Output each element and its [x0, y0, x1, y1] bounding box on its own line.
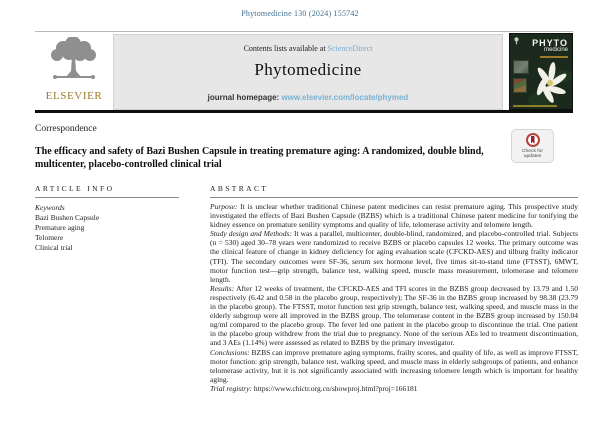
- keyword-item: Bazi Bushen Capsule: [35, 213, 100, 222]
- paragraph-text: BZBS can improve premature aging symptoms, frailty scores, and quality of life, as well as improve FTSST, motor function: grip strength, balance test, walking speed, and muscle mass in elderly subgroups of patients, and enhance telomerase activity, but it is not significantly associated with increasing telomere length which is important for healthy aging.: [210, 347, 578, 384]
- contents-prefix: Contents lists available at: [243, 44, 328, 53]
- paragraph-lead: Conclusions:: [210, 347, 250, 357]
- elsevier-tree-icon: [45, 72, 103, 89]
- article-title: The efficacy and safety of Bazi Bushen Capsule in treating premature aging: A randomized, double blind, multicenter, placebo-controlled clinical trial: [35, 146, 484, 170]
- cover-flower-icon: [526, 56, 573, 110]
- paragraph-lead: Results:: [210, 283, 235, 293]
- homepage-line: [114, 93, 502, 102]
- cover-title: PHYTO: [532, 38, 568, 48]
- journal-name: Phytomedicine: [254, 60, 362, 79]
- keyword-item: Telomere: [35, 233, 64, 242]
- cover-inset-image: [513, 78, 527, 93]
- masthead-divider: [35, 110, 573, 113]
- paragraph-lead: Purpose:: [210, 202, 238, 211]
- contents-line: [114, 44, 502, 53]
- sciencedirect-link[interactable]: ScienceDirect: [327, 44, 373, 53]
- crossmark-icon: [526, 133, 540, 147]
- paragraph-lead: Trial registry:: [210, 383, 253, 393]
- check-updates-label: Check for updates: [521, 147, 544, 159]
- elsevier-logo: [37, 37, 111, 109]
- trial-registry-url: https://www.chictr.org.cn/showproj.html?proj=166181: [252, 383, 418, 393]
- abstract-paragraph-methods: [210, 229, 578, 284]
- masthead-band: [113, 34, 503, 110]
- abstract-paragraph-conclusions: [210, 348, 578, 384]
- cover-elsevier-mark-icon: [513, 37, 520, 46]
- homepage-label: journal homepage:: [207, 93, 282, 102]
- abstract-heading: ABSTRACT: [210, 184, 269, 193]
- article-info-heading: ARTICLE INFO: [35, 184, 115, 193]
- paragraph-lead: Study design and Methods:: [210, 229, 292, 239]
- keyword-item: Clinical trial: [35, 243, 73, 252]
- keywords-label: Keywords: [35, 203, 65, 212]
- journal-citation: Phytomedicine 130 (2024) 155742: [241, 9, 359, 18]
- cover-footer-text: [513, 105, 557, 107]
- keywords-block: [35, 203, 185, 253]
- paragraph-text: After 12 weeks of treatment, the CFCKD-AES and TFI scores in the BZBS group decreased by 13.79 and 1.50 respectively (6.42 and 0.58 in the placebo group, respectively); The SF-36 in the BZBS group increased by 98.38 (23.79 in the placebo group). The FTSST, motor function test grip strength, balance test, walking speed, and muscle mass in the elderly subgroup were all improved in the BZBS group. The telomerase content in the BZBS group increased by 150.04 ng/ml compared to the placebo group. The fever led one patient in the placebo group to discontinue the trial. One patient in the placebo group withdrew from the trial due to pregnancy. None of the serious AEs led to treatment discontinuation, and 3 AEs (1.14%) were assessed as related to BZBS by the primary investigator.: [210, 283, 578, 348]
- paragraph-text: It is unclear whether traditional Chinese patent medicines can resist premature aging. This prospective study investigated the effects of Bazi Bushen Capsule (BZBS) which is a traditional Chinese patent medicine for tonifying the kidney essence on premature senility symptoms and quality of life, telomerase activity and telomere length.: [210, 202, 578, 230]
- homepage-link[interactable]: www.elsevier.com/locate/phymed: [281, 93, 409, 102]
- article-info-rule: [35, 197, 179, 198]
- keyword-item: Premature aging: [35, 223, 85, 232]
- abstract-body: [210, 202, 578, 393]
- cover-subtitle: medicine: [543, 47, 568, 53]
- paragraph-text: It was a parallel, multicenter, double-blind, randomized, and placebo-controlled trial. Subjects (n = 530) aged 30–78 years were randomized to receive BZBS or placebo capsules 12 weeks. The primary outcome was the clinical feature of change in kidney deficiency for aging evaluation scale (CFCKD-AES) and tilburg frailty indicator (TFI). The secondary outcomes were SF-36, serum sex hormone level, five times sit-to-stand time (FTSST), 6MWT, motor function test—grip strength, balance test, walking speed, muscle mass measurement, telomerase and telomere length.: [210, 229, 578, 284]
- abstract-paragraph-results: [210, 284, 578, 348]
- elsevier-wordmark: ELSEVIER: [45, 90, 103, 102]
- abstract-rule: [210, 197, 578, 198]
- abstract-paragraph-purpose: [210, 202, 578, 229]
- article-type-label: Correspondence: [35, 124, 97, 134]
- check-for-updates-badge[interactable]: [511, 129, 554, 163]
- journal-cover-thumbnail: [509, 33, 573, 110]
- abstract-paragraph-registry: [210, 384, 578, 393]
- journal-masthead: [35, 31, 573, 110]
